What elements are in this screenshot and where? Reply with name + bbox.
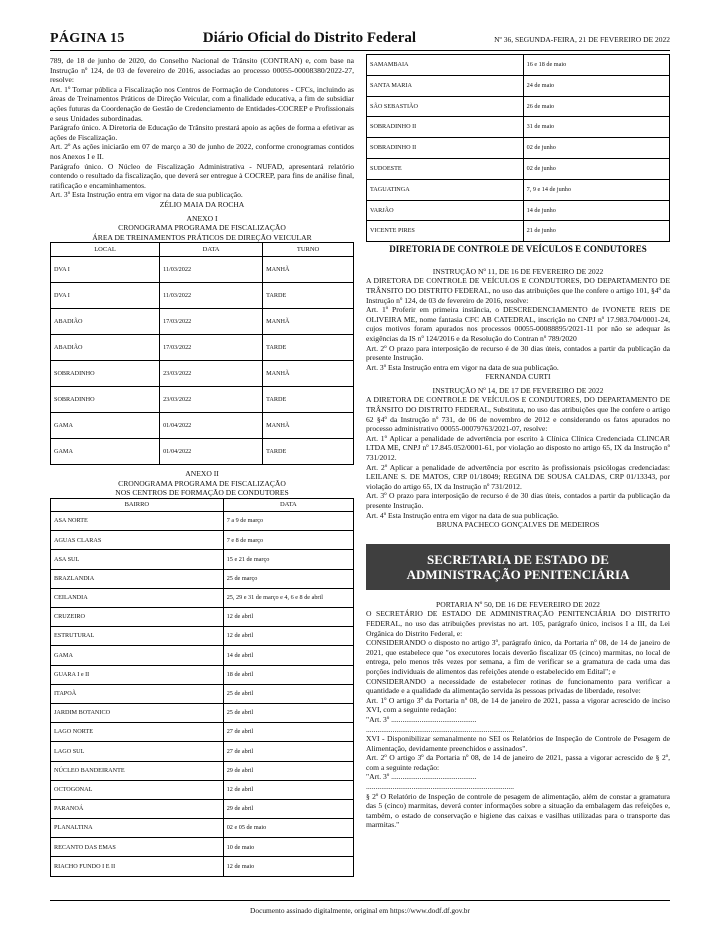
col-header: LOCAL xyxy=(51,243,160,257)
table-row xyxy=(367,55,670,76)
table-cell: 17/03/2022 xyxy=(160,309,263,335)
table-row xyxy=(51,723,354,742)
table-row xyxy=(51,665,354,684)
table-cell: 14 de junho xyxy=(523,200,669,221)
paragraph: Art. 3º Esta Instrução entra em vigor na data de sua publicação. xyxy=(366,362,559,372)
instruction-title: INSTRUÇÃO Nº 11, DE 16 DE FEVEREIRO DE 2022 xyxy=(432,266,604,276)
table-cell: 26 de maio xyxy=(523,96,669,117)
table-row xyxy=(51,857,354,876)
table-cell: 02 de junho xyxy=(523,158,669,179)
table-cell: DVA I xyxy=(51,257,160,283)
annex2-subtitle: NOS CENTROS DE FORMAÇÃO DE CONDUTORES xyxy=(115,488,289,498)
paragraph: A DIRETORA DE CONTROLE DE VEÍCULOS E CONDUTORES, DO DEPARTAMENTO DE TRÂNSITO DO DISTRITO FEDERAL, no uso das atribuições que lhe confere o artigo 101, §4º da Instrução nº 124, de 03 de fevereiro de 2016, resolve: xyxy=(366,276,670,305)
table-cell: RIACHO FUNDO I E II xyxy=(51,857,224,876)
page-header xyxy=(50,30,670,51)
annex2-table xyxy=(50,498,354,877)
table-row xyxy=(51,512,354,531)
col-header: DATA xyxy=(223,499,353,512)
paragraph: § 2º O Relatório de Inspeção de controle de pesagem de alimentação, além de constar a gramatura das 5 (cinco) marmitas, deverá conter informações sobre a situação da embalagem das refeições e, também, o estado de conservação e higiene das caixas e vasilhas utilizadas para o transporte das marmitas." xyxy=(366,791,670,830)
table-row xyxy=(51,257,354,283)
table-cell: TARDE xyxy=(263,387,354,413)
paragraph: Art. 2º As ações iniciarão em 07 de março a 30 de junho de 2022, conforme cronogramas contidos nos Anexos I e II. xyxy=(50,142,354,161)
paragraph: Art. 2º O prazo para interposição de recurso é de 30 dias úteis, contados a partir da publicação da presente Instrução. xyxy=(366,343,670,363)
table-cell: AGUAS CLARAS xyxy=(51,531,224,550)
annex2-subtitle: CRONOGRAMA PROGRAMA DE FISCALIZAÇÃO xyxy=(118,478,286,488)
table-cell: PARANOÁ xyxy=(51,799,224,818)
paragraph: Art. 1º O artigo 3º da Portaria nº 08, de 14 de janeiro de 2021, passa a vigorar acrescido de inciso XVI, com a seguinte redação: xyxy=(366,695,670,715)
table-row xyxy=(51,799,354,818)
table-cell: 25 de abril xyxy=(223,684,353,703)
paragraph: "Art. 3º ............................................. xyxy=(366,714,477,724)
paragraph: Art. 3º Esta Instrução entra em vigor na data de sua publicação. xyxy=(50,190,243,200)
portaria-title: PORTARIA Nº 50, DE 16 DE FEVEREIRO DE 2022 xyxy=(436,599,600,609)
table-cell: 01/04/2022 xyxy=(160,439,263,465)
table-row xyxy=(367,96,670,117)
annex1-table xyxy=(50,242,354,465)
table-cell: GAMA xyxy=(51,439,160,465)
table-cell: GAMA xyxy=(51,646,224,665)
table-row xyxy=(51,361,354,387)
annex2-table-continued xyxy=(366,54,670,242)
table-cell: MANHÃ xyxy=(263,413,354,439)
table-cell: ESTRUTURAL xyxy=(51,627,224,646)
col-header: TURNO xyxy=(263,243,354,257)
paragraph: .............................................................................. xyxy=(366,724,515,734)
table-cell: CRUZEIRO xyxy=(51,608,224,627)
table-cell: 23/03/2022 xyxy=(160,387,263,413)
paragraph: O SECRETÁRIO DE ESTADO DE ADMINISTRAÇÃO PENITENCIÁRIA DO DISTRITO FEDERAL, no uso das atribuições previstas no art. 105, parágrafo único, incisos I a III, da Lei Orgânica do Distrito Federal, e: xyxy=(366,609,670,638)
banner-line: SECRETARIA DE ESTADO DE xyxy=(427,551,609,567)
table-cell: 02 e 05 de maio xyxy=(223,819,353,838)
table-cell: 11/03/2022 xyxy=(160,257,263,283)
signer-name: BRUNA PACHECO GONÇALVES DE MEDEIROS xyxy=(436,520,600,530)
annex1-subtitle: CRONOGRAMA PROGRAMA DE FISCALIZAÇÃO xyxy=(118,223,286,233)
table-cell: LAGO NORTE xyxy=(51,723,224,742)
right-column xyxy=(366,54,670,830)
footer-note: Documento assinado digitalmente, original em https://www.dodf.df.gov.br xyxy=(50,900,670,915)
portaria-body xyxy=(366,609,670,830)
table-cell: OCTOGONAL xyxy=(51,780,224,799)
table-row xyxy=(51,283,354,309)
table-row xyxy=(367,200,670,221)
annex1-title: ANEXO I xyxy=(186,213,218,223)
table-cell: SANTA MARIA xyxy=(367,75,524,96)
table-cell: 12 de abril xyxy=(223,627,353,646)
paragraph: Art. 1º Aplicar a penalidade de advertência por escrito à Clínica Clínica Credenciada CLINCAR LTDA ME, CNPJ nº 17.845.052/0001-61, por violação ao disposto no artigo 65, IX da Instrução nº 731/2012. xyxy=(366,433,670,463)
table-row xyxy=(51,335,354,361)
table-cell: ASA SUL xyxy=(51,550,224,569)
paragraph: CONSIDERANDO a necessidade de estabelecer rotinas de funcionamento para verificar a quantidade e a qualidade da alimentação servida às pessoas privadas de liberdade, resolve: xyxy=(366,676,670,696)
table-row xyxy=(51,309,354,335)
table-cell: DVA I xyxy=(51,283,160,309)
table-row xyxy=(51,588,354,607)
table-cell: 10 de maio xyxy=(223,838,353,857)
table-cell: 17/03/2022 xyxy=(160,335,263,361)
table-row xyxy=(367,138,670,159)
paragraph: Art. 4º Esta Instrução entra em vigor na data de sua publicação. xyxy=(366,510,559,520)
page-number: PÁGINA 15 xyxy=(50,31,125,46)
table-cell: SUDOESTE xyxy=(367,158,524,179)
table-row xyxy=(51,387,354,413)
banner-line: ADMINISTRAÇÃO PENITENCIÁRIA xyxy=(406,566,630,582)
table-row xyxy=(51,684,354,703)
table-cell: GAMA xyxy=(51,413,160,439)
table-cell: 18 de abril xyxy=(223,665,353,684)
table-row xyxy=(51,413,354,439)
table-cell: 25 de abril xyxy=(223,703,353,722)
paragraph: Parágrafo único. A Diretoria de Educação de Trânsito prestará apoio as ações de forma a efetivar as ações de Fiscalização. xyxy=(50,123,354,142)
table-cell: NÚCLEO BANDEIRANTE xyxy=(51,761,224,780)
table-row xyxy=(51,780,354,799)
col-header: BAIRRO xyxy=(51,499,224,512)
table-cell: 24 de maio xyxy=(523,75,669,96)
table-cell: TAGUATINGA xyxy=(367,179,524,200)
table-cell: SOBRADINHO II xyxy=(367,117,524,138)
table-row xyxy=(367,158,670,179)
table-row xyxy=(51,627,354,646)
table-cell: MANHÃ xyxy=(263,257,354,283)
intro-text xyxy=(50,56,354,200)
table-cell: ITAPOÃ xyxy=(51,684,224,703)
journal-title: Diário Oficial do Distrito Federal xyxy=(202,30,417,46)
table-cell: ABADIÃO xyxy=(51,335,160,361)
table-row xyxy=(51,531,354,550)
table-cell: 15 e 21 de março xyxy=(223,550,353,569)
table-cell: 27 de abril xyxy=(223,742,353,761)
table-cell: CEILANDIA xyxy=(51,588,224,607)
annex2-title: ANEXO II xyxy=(185,469,219,479)
table-cell: 29 de abril xyxy=(223,761,353,780)
paragraph: Art. 1º Tornar pública a Fiscalização nos Centros de Formação de Condutores - CFCs, incluindo as áreas de Treinamentos Práticos de Direção Veicular, com a finalidade educativa, a fim de subsidiar ações futuras da Coordenação de Gestão de Credenciamento de Entidades-COCREP e Profissionais e seus Unidades subordinadas. xyxy=(50,84,354,123)
table-cell: ABADIÃO xyxy=(51,309,160,335)
table-cell: 7, 9 e 14 de junho xyxy=(523,179,669,200)
table-cell: SOBRADINHO xyxy=(51,387,160,413)
section-banner xyxy=(366,544,670,590)
table-row xyxy=(51,838,354,857)
table-cell: 25, 29 e 31 de março e 4, 6 e 8 de abril xyxy=(223,588,353,607)
table-cell: 7 a 9 de março xyxy=(223,512,353,531)
section-title: DIRETORIA DE CONTROLE DE VEÍCULOS E CONDUTORES xyxy=(389,244,647,255)
table-row xyxy=(51,569,354,588)
table-cell: JARDIM BOTANICO xyxy=(51,703,224,722)
table-cell: 23/03/2022 xyxy=(160,361,263,387)
paragraph: A DIRETORA DE CONTROLE DE VEÍCULOS E CONDUTORES, DO DEPARTAMENTO DE TRÂNSITO DO DISTRITO FEDERAL, Substituta, no uso das atribuições que lhe confere o artigo 62 §4º da Instrução nº 731, de 06 de novembro de 2012 e considerando os fatos apurados no processo administrativo 00055-00079763/2021-07, resolve: xyxy=(366,395,670,434)
table-cell: BRAZLANDIA xyxy=(51,569,224,588)
paragraph: XVI - Disponibilizar semanalmente no SEI os Relatórios de Inspeção de Controle de Pesagem de Alimentação, devidamente preenchidos e assinados". xyxy=(366,734,670,753)
table-cell: SAMAMBAIA xyxy=(367,55,524,76)
table-cell: 11/03/2022 xyxy=(160,283,263,309)
paragraph: "Art. 3º ............................................. xyxy=(366,772,477,782)
paragraph: Art. 1º Proferir em primeira instância, o DESCREDENCIAMENTO de IVONETE REIS DE OLIVEIRA ME, nome fantasia CFC AB CATEDRAL, inscrição no CNPJ nº 17.983.704/0001-24, cujos motivos foram apurados nos processos 00055-00088895/2021-11 por não se adequar às exigências da IS nº 124/2016 e da Resolução do Contran nº 789/2020 xyxy=(366,305,670,343)
table-cell: 16 e 18 de maio xyxy=(523,55,669,76)
table-cell: 02 de junho xyxy=(523,138,669,159)
paragraph: Art. 2º Aplicar a penalidade de advertência por escrito às profissionais psicólogas credenciadas: LEILANE S. DE MATOS, CRP 01/18049; REGINA DE SOUSA CALDAS, CRP 01/13343, por violação do artigo 65, IX da Instrução nº 731/2012. xyxy=(366,462,670,491)
table-row xyxy=(367,117,670,138)
paragraph: CONSIDERANDO o disposto no artigo 3º, parágrafo único, da Portaria nº 08, de 14 de janeiro de 2021, que estabelece que "os executores locais deverão fiscalizar 05 (cinco) marmitas, no local de entrega, pelo menos três vezes por semana, a fim de verificar se a gramatura de cada uma das porções individuais de alimentos das refeições atende o estabelecido em Edital"; e xyxy=(366,638,670,676)
paragraph: 789, de 18 de junho de 2020, do Conselho Nacional de Trânsito (CONTRAN) e, com base na Instrução nº 124, de 03 de fevereiro de 2016, associadas ao processo 00055-00008380/2022-27, resolve: xyxy=(50,56,354,85)
table-cell: MANHÃ xyxy=(263,309,354,335)
table-row xyxy=(51,742,354,761)
table-cell: VICENTE PIRES xyxy=(367,221,524,242)
table-cell: 12 de abril xyxy=(223,608,353,627)
left-column xyxy=(50,56,354,877)
table-cell: SÃO SEBASTIÃO xyxy=(367,96,524,117)
table-cell: 12 de maio xyxy=(223,857,353,876)
table-cell: LAGO SUL xyxy=(51,742,224,761)
edition-date: Nº 36, SEGUNDA-FEIRA, 21 DE FEVEREIRO DE 2022 xyxy=(494,35,670,44)
table-cell: 29 de abril xyxy=(223,799,353,818)
table-row xyxy=(51,703,354,722)
table-cell: SOBRADINHO xyxy=(51,361,160,387)
table-cell: TARDE xyxy=(263,335,354,361)
table-row xyxy=(51,761,354,780)
table-header-row xyxy=(51,243,354,257)
table-row xyxy=(367,179,670,200)
paragraph: Art. 3º O prazo para interposição de recurso é de 30 dias úteis, contados a partir da publicação da presente Instrução. xyxy=(366,491,670,511)
table-cell: 12 de abril xyxy=(223,780,353,799)
table-row xyxy=(51,550,354,569)
table-cell: 14 de abril xyxy=(223,646,353,665)
table-row xyxy=(51,819,354,838)
table-cell: 21 de junho xyxy=(523,221,669,242)
table-header-row xyxy=(51,499,354,512)
table-cell: 7 e 8 de março xyxy=(223,531,353,550)
table-cell: TARDE xyxy=(263,439,354,465)
table-cell: PLANALTINA xyxy=(51,819,224,838)
table-cell: 31 de maio xyxy=(523,117,669,138)
table-cell: GUARA I e II xyxy=(51,665,224,684)
table-row xyxy=(367,221,670,242)
table-cell: VARJÃO xyxy=(367,200,524,221)
table-row xyxy=(51,646,354,665)
table-cell: RECANTO DAS EMAS xyxy=(51,838,224,857)
instruction-title: INSTRUÇÃO Nº 14, DE 17 DE FEVEREIRO DE 2022 xyxy=(432,385,604,395)
col-header: DATA xyxy=(160,243,263,257)
table-cell: TARDE xyxy=(263,283,354,309)
table-cell: ASA NORTE xyxy=(51,512,224,531)
table-row xyxy=(51,608,354,627)
paragraph: .............................................................................. xyxy=(366,782,515,792)
table-cell: 27 de abril xyxy=(223,723,353,742)
paragraph: Art. 2º O artigo 3º da Portaria nº 08, de 14 de janeiro de 2021, passa a vigorar acrescido de § 2º, com a seguinte redação: xyxy=(366,753,670,772)
table-cell: 01/04/2022 xyxy=(160,413,263,439)
table-cell: SOBRADINHO II xyxy=(367,138,524,159)
table-row xyxy=(51,439,354,465)
signer-name: ZÉLIO MAIA DA ROCHA xyxy=(159,199,245,209)
signer-name: FERNANDA CURTI xyxy=(485,372,551,382)
paragraph: Parágrafo único. O Núcleo de Fiscalização Administrativa - NUFAD, apresentará relatório contendo o resultado da fiscalização, que deverá ser entregue à COCREP, para fins de análise final, ratificação e encaminhamentos. xyxy=(50,161,354,190)
annex1-subtitle: ÁREA DE TREINAMENTOS PRÁTICOS DE DIREÇÃO VEICULAR xyxy=(92,232,312,242)
table-cell: MANHÃ xyxy=(263,361,354,387)
table-cell: 25 de março xyxy=(223,569,353,588)
table-row xyxy=(367,75,670,96)
